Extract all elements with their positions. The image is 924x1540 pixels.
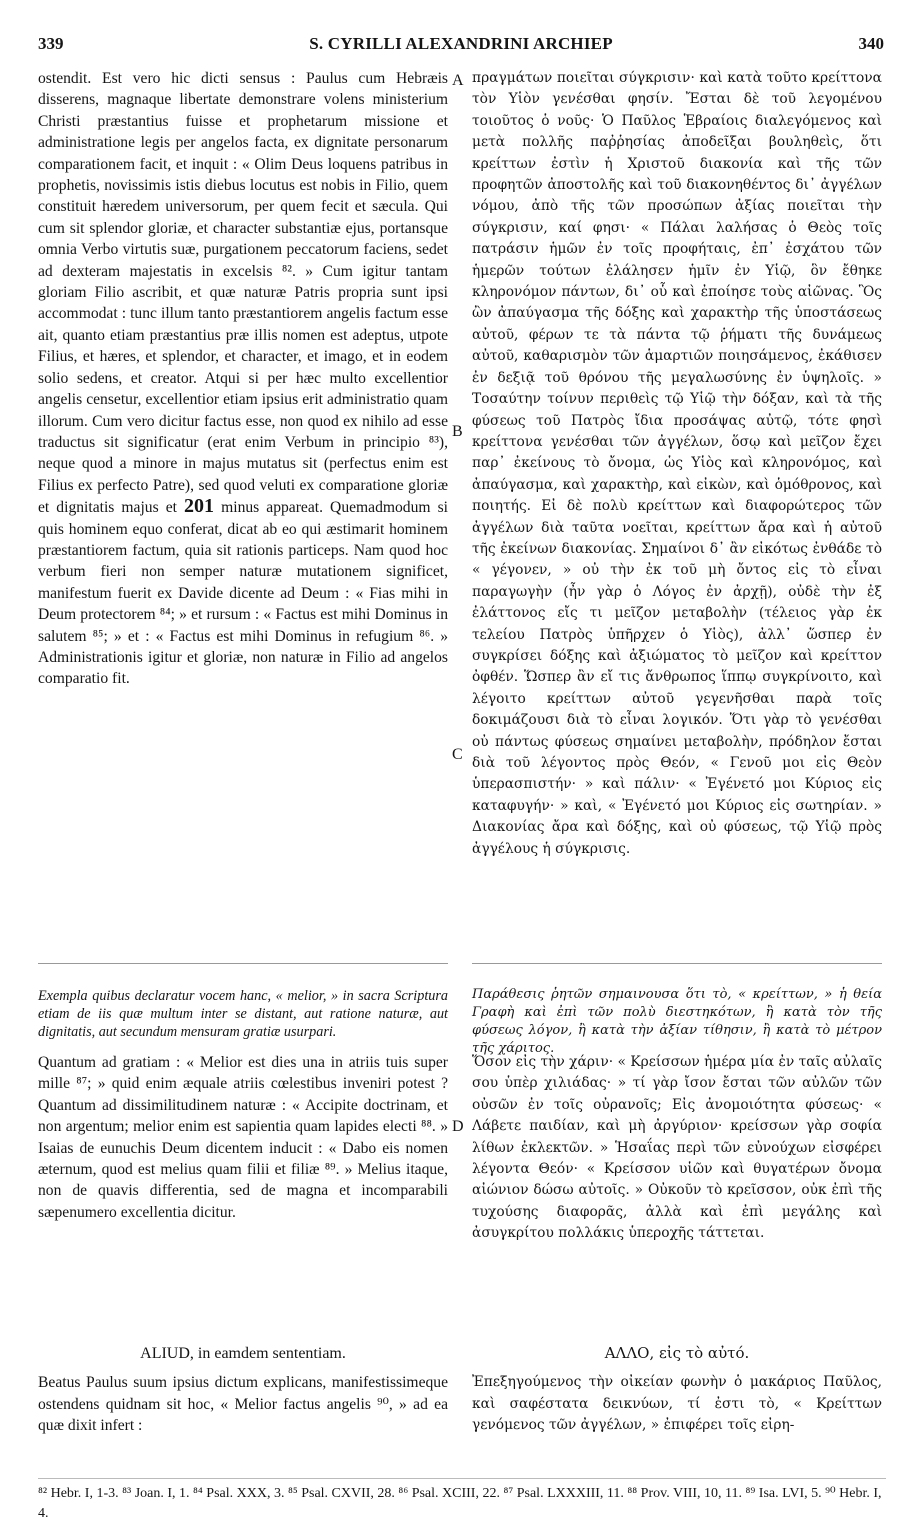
latin-section-2 (38, 1052, 448, 1223)
greek-column (472, 68, 882, 860)
margin-marker-a: A (452, 72, 464, 89)
greek-main-text: πραγμάτων ποιεῖται σύγκρισιν· καὶ κατὰ τοῦτο κρείττονα τὸν Υἱὸν γενέσθαι φησίν. Ἔσται δὲ τοῦ λεγομένου τοιοῦτος ὁ νοῦς· Ὁ Παῦλος Ἑβραίοις διαλεγόμενος καὶ μετὰ πολλῆς παῤῥησίας ἀποδεῖξαι βουληθεὶς, ὅτι κρείττων ἐστὶν ἡ Χριστοῦ διακονία καὶ τῆς τῶν προφητῶν ἀποστολῆς καὶ τοῦ διακονηθέντος δι᾽ ἀγγέλων νόμου, ἀπὸ τῆς τῶν προσώπων ἀξίας ποιεῖται τὴν σύγκρισιν, καί φησι· « Πάλαι λαλήσας ὁ Θεὸς τοῖς πατράσιν ἡμῶν ἐν τοῖς προφήταις, ἐπ᾽ ἐσχάτου τῶν ἡμερῶν τούτων ἐλάλησεν ἡμῖν ἐν Υἱῷ, ὃν ἔθηκε κληρονόμον πάντων, δι᾽ οὗ καὶ ἐποίησε τοὺς αἰῶνας. Ὃς ὢν ἀπαύγασμα τῆς δόξης καὶ χαρακτὴρ τῆς ὑποστάσεως αὐτοῦ, φέρων τε τὰ πάντα τῷ ῥήματι τῆς δυνάμεως αὐτοῦ, καθαρισμὸν τῶν ἁμαρτιῶν ποιησάμενος, ἐκάθισεν ἐν δεξιᾷ τοῦ θρόνου τῆς μεγαλωσύνης ἐν ὑψηλοῖς. » Τοσαύτην τοίνυν περιθεὶς τῷ Υἱῷ τὴν δόξαν, καὶ τὰ τῆς φύσεως τοῦ Πατρὸς ἴδια προσάψας αὐτῷ, τότε φησὶ κρείττονα γενέσθαι τῶν ἀγγέλων, ὅσῳ καὶ μεῖζον ἔχει παρ᾽ ἐκείνους τὸ ὄνομα, ὡς Υἱὸς καὶ κληρονόμος, καὶ ἀπαύγασμα, καὶ χαρακτὴρ, καὶ εἰκὼν, καὶ ὁμόθρονος, καὶ ποιητής. Εἰ δὲ πολὺ κρείττων καὶ διαφορώτερος τῶν ἀγγέλων διὰ ταῦτα νοεῖται, κρείττων ἄρα καὶ ἡ αὐτοῦ τῆς ἐκείνων διακονίας. Σημαίνοι δ᾽ ἂν εἰκότως ἐνθάδε τὸ « γέγονεν, » οὐ τὴν ἐκ τοῦ μὴ ὄντος εἰς τὸ εἶναι παραγωγὴν (ἦν γὰρ ὁ Λόγος ἐν ἀρχῇ), οὐδὲ τὴν ἐξ ἐλάττονος εἴς τι μεῖζον μεταβολὴν (τέλειος γὰρ ἐκ τελείου Πατρὸς ὑπῆρχεν ὁ Υἱὸς), ἀλλ᾽ ὥσπερ ἐν συγκρίσει δόξης καὶ ἀξιώματος τὸ μεῖζον καὶ κρείττον ὀφθέν. Ὥσπερ ἂν εἴ τις ἄνθρωπος ἵππῳ συγκρίνοιτο, καὶ λέγοιτο κρείττων αὐτοῦ γεγενῆσθαι παρὰ τοῖς δοκιμάζουσι διὰ τὸ εἶναι λογικόν. Ὅτι γὰρ τὸ γενέσθαι οὐ πάντως φύσεως σημαίνει μεταβολὴν, πρόδηλον ἔσται διὰ τοῦ λέγοντος πρὸς Θεόν, « Γενοῦ μοι εἰς Θεὸν ὑπερασπιστήν· » καὶ πάλιν· « Ἐγένετό μοι Κύριος εἰς καταφυγήν· » καὶ, « Ἐγένετό μοι Κύριος εἰς σωτηρίαν. » Διακονίας ἄρα καὶ δόξης, καὶ οὐ φύσεως, τῷ Υἱῷ πρὸς ἀγγέλους ἡ σύγκρισις. (472, 70, 882, 857)
page-header (38, 34, 884, 64)
latin-main-text (38, 68, 448, 690)
greek-summary: Παράθεσις ῥητῶν σημαινουσα ὅτι τὸ, « κρείττων, » ἡ θεία Γραφὴ καὶ ἐπὶ τῶν πολὺ διεστηκότων, ἢ κατὰ τὸν τῆς φύσεως λόγον, ἢ κατὰ τὴν ἀξίαν τίθησιν, ἢ κατὰ τὸ μέτρον τῆς χάριτος. (472, 987, 882, 1056)
divider-left (38, 963, 448, 964)
greek-section-3 (472, 1333, 882, 1437)
footnote-divider (38, 1478, 886, 1479)
latin-column (38, 68, 448, 690)
latin-section-3-text: Beatus Paulus suum ipsius dictum explicans, manifestissimeque ostendens quidnam sit hoc, « Melior factus angelis ⁹⁰, » ad ea quæ dixit infert : (38, 1374, 448, 1435)
running-title: S. CYRILLI ALEXANDRINI ARCHIEP (309, 34, 613, 53)
margin-marker-d: D (452, 1118, 464, 1135)
margin-marker-b: B (452, 423, 463, 440)
page-number-left: 339 (38, 34, 64, 53)
page-number-right: 340 (858, 34, 884, 53)
greek-section-2 (472, 1052, 882, 1245)
latin-main-part1: ostendit. Est vero hic dicti sensus : Paulus cum Hebræis disserens, magnaque libertate demonstrare volens ministerium Christi præstantius fuisse et prophetarum missione et administratione legis per angelos facta, ex dignitate personarum comparationem facit, et inquit : « Olim Deus loquens patribus in prophetis, novissimis istis diebus locutus est nobis in Filio, quem constituit hæredem universorum, per quem fecit et sæcula. Qui cum sit splendor gloriæ, et character substantiæ ejus, portansque omnia Verbo virtutis suæ, purgationem peccatorum faciens, sedet ad dexteram majestatis in excelsis ⁸². » Cum igitur tantam gloriam Filio ascribit, et quæ naturæ Patris propria sunt ipsi accommodat : tunc illum tanto præstantiorem angelis factum esse ait, quanto etiam præstantius præ illis nomen est adeptus, utpote Filius, et hæres, et splendor, et character, et imago, et in eodem solio sedens, et creator. Atqui si per hæc multo excellentior angelis censetur, excellentior etiam ipsius erit administratio quam illorum. Cum vero dicitur factus esse, non quod ex nihilo ad esse traductus sit significatur (erat enim Verbum in principio ⁸³), neque quod a minore in majus mutatus sit (perfectus enim est Filius ex perfecto Patre), sed quod veluti ex comparatione gloriæ et dignitatis majus et (38, 70, 448, 517)
latin-section-3 (38, 1333, 448, 1437)
divider-right (472, 963, 882, 964)
margin-marker-c: C (452, 746, 463, 763)
latin-section-3-heading: ALIUD, in eamdem sententiam. (140, 1345, 346, 1362)
latin-main-part2: minus appareat. Quemadmodum si quis hominem equo conferat, dicat ab eo qui æstimarit hominem præstantiorem factum, quia sit rationis particeps. Nam quod hoc verbum fieri non semper naturæ mutationem significet, manifestum fuerit ex Davide dicente ad Deum : « Fias mihi in Deum protectorem ⁸⁴; » et rursum : « Factus est mihi Dominus in salutem ⁸⁵; » et : « Factus est mihi Dominus in refugium ⁸⁶. » Administrationis igitur et gloriæ, non naturæ in Filio ad angelos comparatio fit. (38, 499, 448, 688)
column-number: 201 (184, 495, 215, 518)
greek-section-2-text: Ὅσον εἰς τὴν χάριν· « Κρείσσων ἡμέρα μία ἐν ταῖς αὐλαῖς σου ὑπὲρ χιλιάδας· » τί γὰρ ἴσον ἔσται τῶν αὐλῶν τῶν οὐσῶν ἐν τοῖς οὐρανοῖς; Εἰς ἀνομοιότητα φύσεως· « Λάβετε παιδίαν, καὶ μὴ ἀργύριον· κρείσσων γὰρ σοφία λίθων ἐκλεκτῶν. » Ἡσαΐας περὶ τῶν εὐνούχων εἰσφέρει λέγοντα Θεόν· « Κρείσσον υἱῶν καὶ θυγατέρων ὄνομα αἰώνιον δώσω αὐτοῖς. » Οὐκοῦν τὸ κρεῖσσον, οὐκ ἐπὶ τῆς τυχούσης διαφορᾶς, ἀλλὰ καὶ ἐπὶ μεγάλης καὶ ἀσυγκρίτου πολλάκις ὑπεροχῆς τάττεται. (472, 1054, 882, 1242)
footnotes: ⁸² Hebr. I, 1-3. ⁸³ Joan. I, 1. ⁸⁴ Psal. XXX, 3. ⁸⁵ Psal. CXVII, 28. ⁸⁶ Psal. XCIII, 22. ⁸⁷ Psal. LXXXIII, 11. ⁸⁸ Prov. VIII, 10, 11. ⁸⁹ Isa. LVI, 5. ⁹⁰ Hebr. I, 4. (38, 1486, 882, 1521)
latin-summary: Exempla quibus declaratur vocem hanc, « melior, » in sacra Scriptura etiam de iis quæ multum inter se distant, aut ratione naturæ, aut dignitatis, aut secundum mensuram gratiæ usurpari. (38, 988, 448, 1041)
greek-section-3-heading: ΑΛΛΟ, εἰς τὸ αὐτό. (604, 1344, 750, 1362)
greek-section-3-text: Ἐπεξηγούμενος τὴν οἰκείαν φωνὴν ὁ μακάριος Παῦλος, καὶ σαφέστατα δεικνύων, τί ἐστι τὸ, « Κρείττων γενόμενος τῶν ἀγγέλων, » ἐπιφέρει τοῖς εἰρη- (472, 1374, 882, 1434)
latin-section-2-text: Quantum ad gratiam : « Melior est dies una in atriis tuis super mille ⁸⁷; » quid enim æquale atriis cœlestibus inveniri potest ? Quantum ad dissimilitudinem naturæ : « Accipite doctrinam, et non argentum; melior enim est sapientia quam lapides electi ⁸⁸. » Isaias de eunuchis Deum dicentem inducit : « Dabo eis nomen æternum, quod est melius quam filii et filiæ ⁸⁹. » Melius itaque, non de quavis differentia, sed de magna et incomparabili sæpenumero excellentia dicitur. (38, 1054, 448, 1221)
